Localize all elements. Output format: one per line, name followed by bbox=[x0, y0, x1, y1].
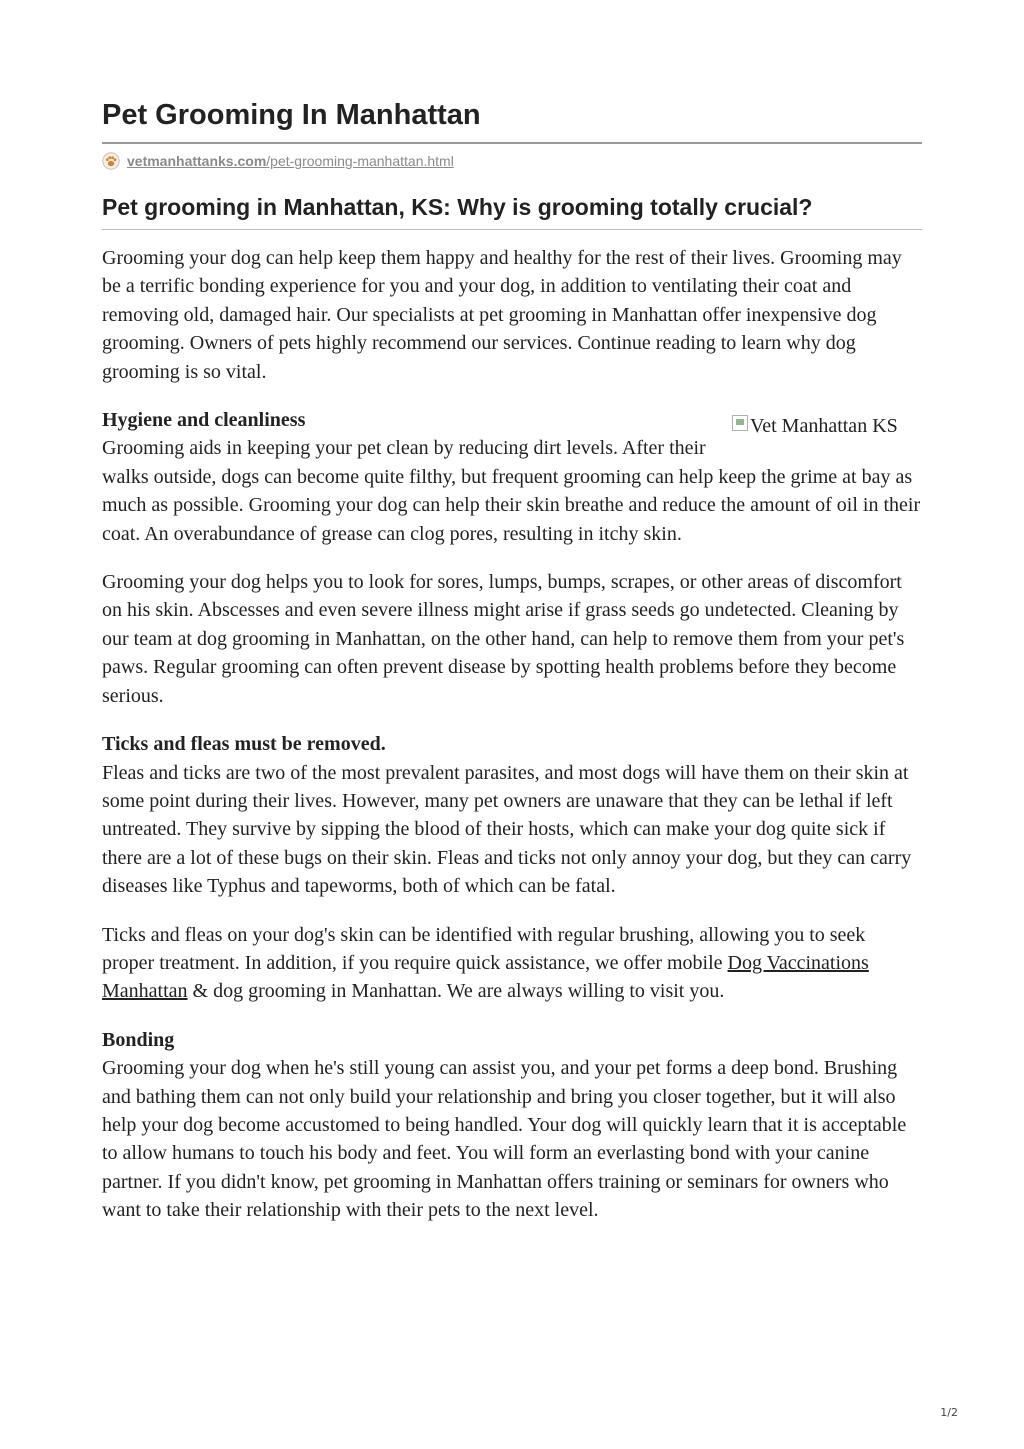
article-page bbox=[102, 96, 922, 1225]
vet-manhattan-image bbox=[732, 412, 922, 440]
broken-image-icon bbox=[732, 415, 748, 431]
heading-divider bbox=[102, 229, 922, 230]
page-number: 1/2 bbox=[940, 1406, 958, 1419]
brushing-paragraph bbox=[102, 921, 922, 1006]
bonding-section bbox=[102, 1026, 922, 1225]
article-heading: Pet grooming in Manhattan, KS: Why is grooming totally crucial? bbox=[102, 194, 813, 220]
source-line bbox=[102, 151, 922, 171]
ticks-paragraph: Fleas and ticks are two of the most prevalent parasites, and most dogs will have them on their skin at some point during their lives. However, many pet owners are unaware that they can be lethal if left untreated. They survive by sipping the blood of their hosts, which can make your dog quite sick if there are a lot of these bugs on their skin. Fleas and ticks not only annoy your dog, but they can carry diseases like Typhus and tapeworms, both of which can be fatal. bbox=[102, 761, 912, 898]
ticks-section bbox=[102, 730, 922, 900]
hygiene-paragraph: Grooming aids in keeping your pet clean by reducing dirt levels. After their walks outside, dogs can become quite filthy, but frequent grooming can help keep the grime at bay as much as possible. Grooming your dog can help their skin breathe and reduce the amount of oil in their coat. An overabundance of grease can clog pores, resulting in itchy skin. bbox=[102, 437, 921, 545]
paw-favicon-icon bbox=[102, 152, 120, 170]
source-path-link[interactable]: /pet-grooming-manhattan.html bbox=[266, 153, 454, 169]
bonding-heading: Bonding bbox=[102, 1028, 175, 1051]
title-divider bbox=[102, 142, 922, 144]
brushing-text-before: Ticks and fleas on your dog's skin can be identified with regular brushing, allowing you to seek proper treatment. In addition, if you require quick assistance, we offer mobile bbox=[102, 923, 866, 974]
intro-paragraph: Grooming your dog can help keep them happy and healthy for the rest of their lives. Grooming may be a terrific bonding experience for you and your dog, in addition to ventilating their coat and removing old, damaged hair. Our specialists at pet grooming in Manhattan offer inexpensive dog grooming. Owners of pets highly recommend our services. Continue reading to learn why dog grooming is so vital. bbox=[102, 247, 902, 383]
brushing-text-after: & dog grooming in Manhattan. We are always willing to visit you. bbox=[187, 980, 725, 1003]
dog-vaccinations-link[interactable]: Dog Vaccinations Manhattan bbox=[102, 951, 869, 1003]
ticks-heading: Ticks and fleas must be removed. bbox=[102, 733, 386, 756]
image-alt-text: Vet Manhattan KS bbox=[750, 415, 898, 438]
health-check-paragraph: Grooming your dog helps you to look for sores, lumps, bumps, scrapes, or other areas of discomfort on his skin. Abscesses and even severe illness might arise if grass seeds go undetected. Cleaning by our team at dog grooming in Manhattan, on the other hand, can help to remove them from your pet's paws. Regular grooming can often prevent disease by spotting health problems before they become serious. bbox=[102, 571, 905, 707]
hygiene-heading: Hygiene and cleanliness bbox=[102, 409, 306, 432]
source-domain-link[interactable]: vetmanhattanks.com bbox=[127, 153, 267, 169]
article-body bbox=[102, 244, 922, 1225]
page-title: Pet Grooming In Manhattan bbox=[102, 99, 481, 131]
bonding-paragraph: Grooming your dog when he's still young can assist you, and your pet forms a deep bond. Brushing and bathing them can not only build your relationship and bring you closer together, but it will also help your dog become accustomed to being handled. Your dog will quickly learn that it is acceptable to allow humans to touch his body and feet. You will form an everlasting bond with your canine partner. If you didn't know, pet grooming in Manhattan offers training or seminars for owners who want to take their relationship with their pets to the next level. bbox=[102, 1057, 907, 1222]
hygiene-section bbox=[102, 406, 922, 548]
